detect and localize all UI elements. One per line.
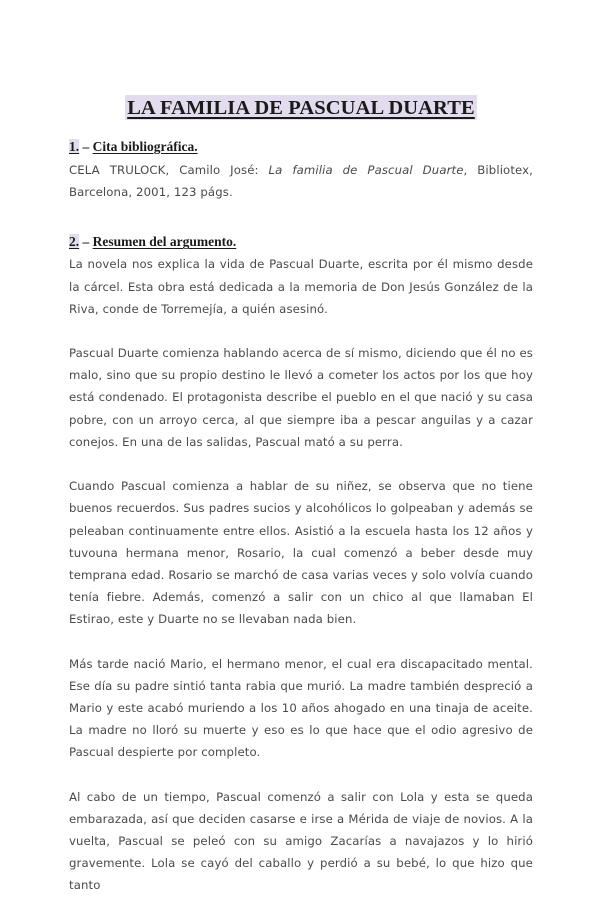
section-label-summary: Resumen del argumento. xyxy=(92,234,237,250)
summary-paragraph: Pascual Duarte comienza hablando acerca de sí mismo, diciendo que él no es malo, sino que su propio destino le llevó a cometer los actos por los que hoy está condenado. El protagonista describe el pueblo en el que nació y su casa pobre, con un arroyo cerca, al que siempre iba a pescar anguilas y a cazar conejos. En una de las salidas, Pascual mató a su perra. xyxy=(69,346,533,449)
spacer-section1-section2 xyxy=(69,203,533,233)
section-number-2: 2. xyxy=(69,234,80,250)
bibliographic-citation xyxy=(69,159,533,203)
paragraph-spacer xyxy=(69,764,533,786)
section-heading-bibliography xyxy=(69,138,533,156)
section-heading-summary xyxy=(69,233,533,251)
section-number-1: 1. xyxy=(69,138,80,154)
summary-paragraph: La novela nos explica la vida de Pascual Duarte, escrita por él mismo desde la cárcel. Esta obra está dedicada a la memoria de Don Jesús González de la Riva, conde de Torremejía, a quién asesinó. xyxy=(69,257,533,316)
summary-paragraph: Más tarde nació Mario, el hermano menor, el cual era discapacitado mental. Ese día su padre sintió tanta rabia que murió. La madre también despreció a Mario y este acabó muriendo a los 10 años ahogado en una tinaja de aceite. La madre no lloró su muerte y eso es lo que hace que el odio agresivo de Pascual despierte por completo. xyxy=(69,656,533,760)
page-title xyxy=(69,96,533,122)
paragraph-spacer xyxy=(69,453,533,475)
citation-author: CELA TRULOCK, Camilo José: xyxy=(69,162,269,177)
section-label-bibliography: Cita bibliográfica. xyxy=(92,138,198,154)
paragraph-spacer xyxy=(69,320,533,342)
citation-book-title: La familia de Pascual Duarte xyxy=(268,162,464,177)
spacer-heading-body-1 xyxy=(69,156,533,158)
citation-publisher: , Bibliotex, Barcelona, 2001, 123 págs. xyxy=(69,162,533,200)
page-title-text: LA FAMILIA DE PASCUAL DUARTE xyxy=(127,97,475,119)
summary-paragraph: Al cabo de un tiempo, Pascual comenzó a salir con Lola y esta se queda embarazada, así que deciden casarse e irse a Mérida de viaje de novios. A la vuelta, Pascual se peleó con su amigo Zacarías a navajazos y lo hirió gravemente. Lola se cayó del caballo y perdió a su bebé, lo que hizo que tanto xyxy=(69,789,533,893)
section-dash-1: – xyxy=(79,138,93,154)
paragraph-spacer xyxy=(69,631,533,653)
section-dash-2: – xyxy=(79,234,93,250)
document-content-column xyxy=(69,0,533,897)
top-spacer xyxy=(69,0,533,96)
spacer-title-section1 xyxy=(69,122,533,138)
summary-paragraph: Cuando Pascual comienza a hablar de su niñez, se observa que no tiene buenos recuerdos. Sus padres sucios y alcohólicos lo golpeaban y además se peleaban continuamente entre ellos. Asistió a la escuela hasta los 12 años y tuvouna hermana menor, Rosario, la cual comenzó a beber desde muy temprana edad. Rosario se marchó de casa varias veces y solo volvía cuando tenía fiebre. Además, comenzó a salir con un chico al que llamaban El Estirao, este y Duarte no se llevaban nada bien. xyxy=(69,479,533,627)
